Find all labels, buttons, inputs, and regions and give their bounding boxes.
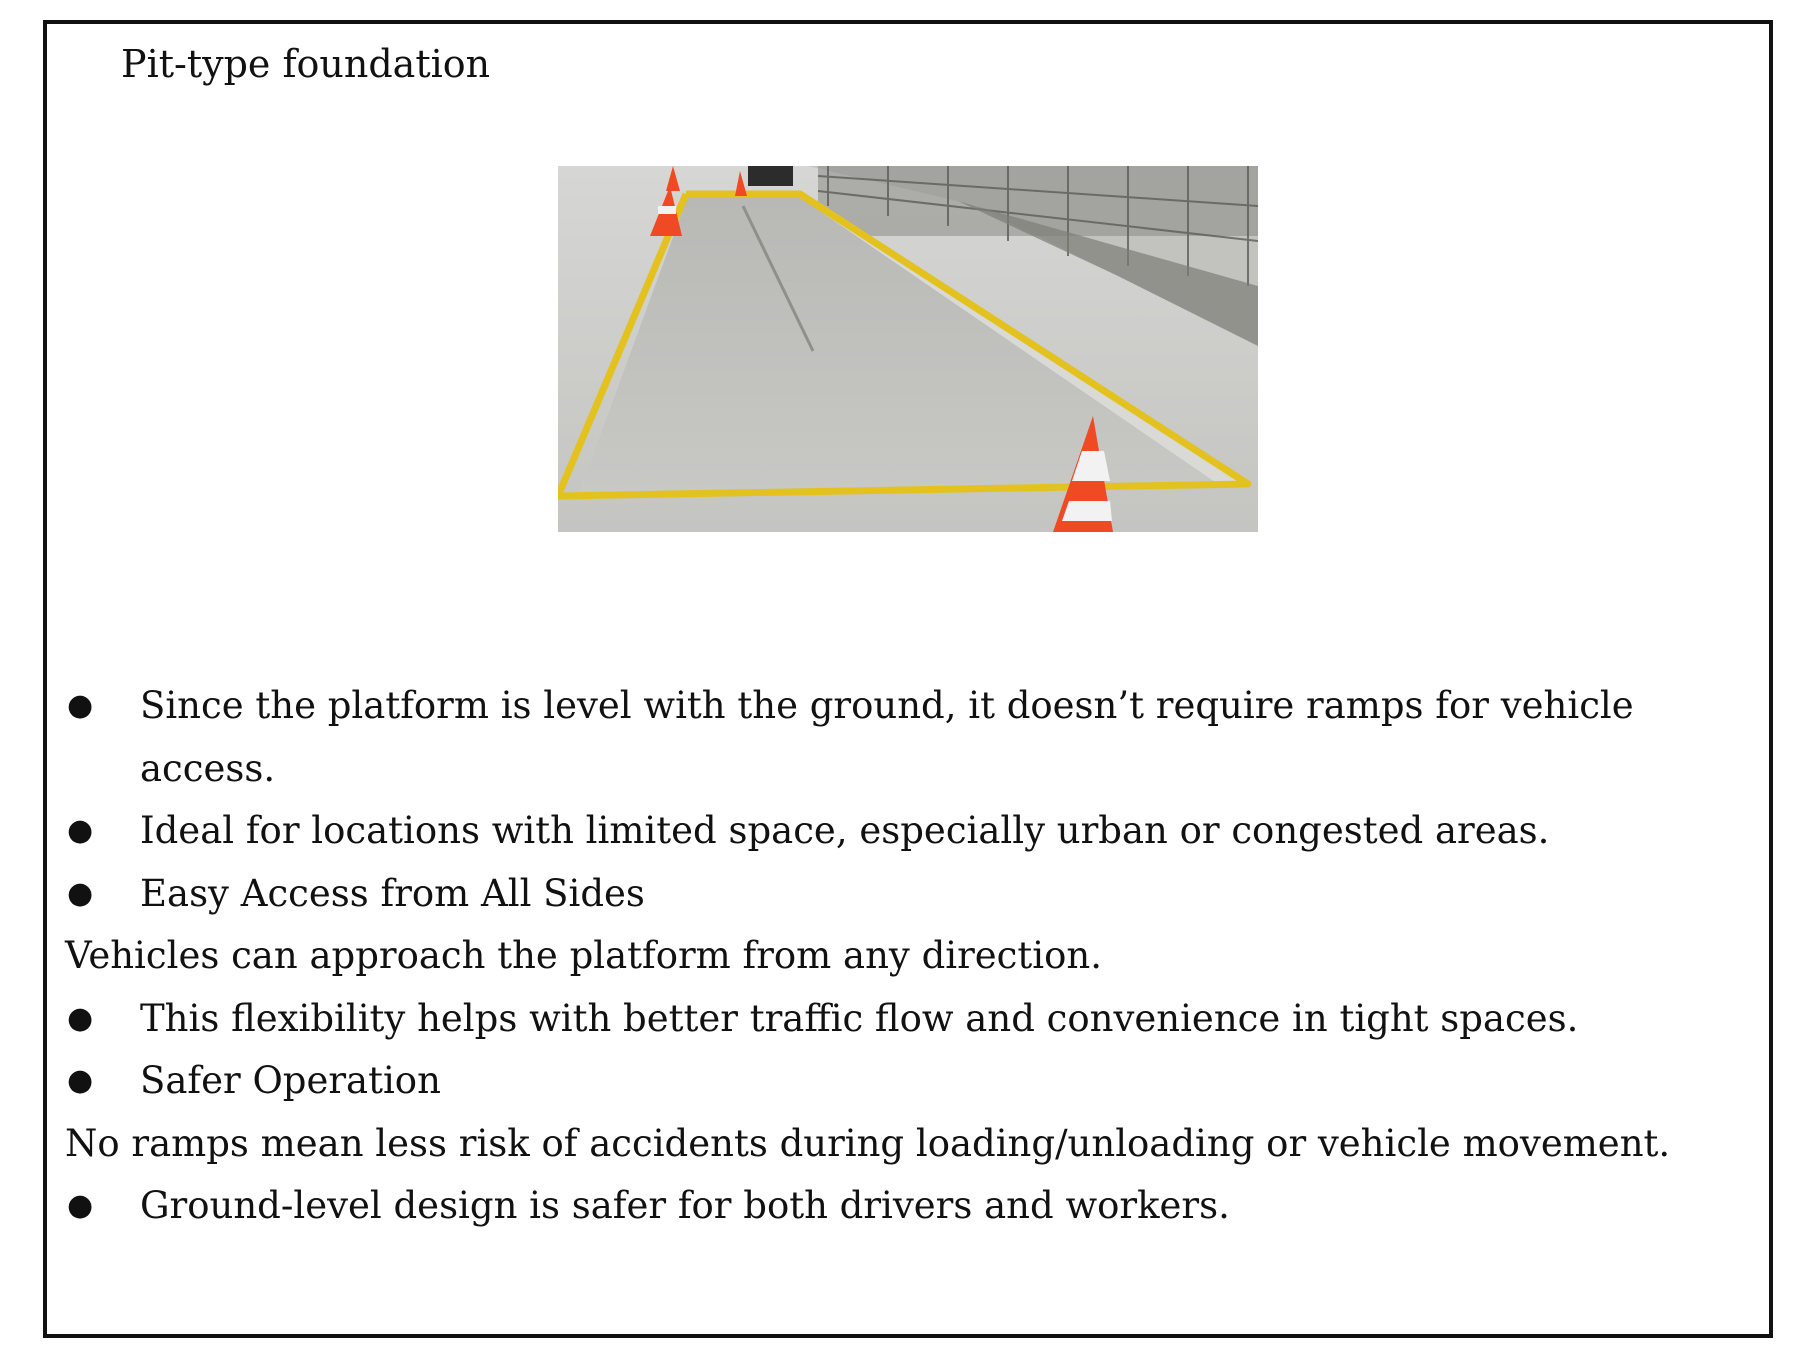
bullet-icon: ●: [67, 1063, 94, 1098]
list-item-text: Ground-level design is safer for both drivers and workers.: [140, 1184, 1230, 1227]
list-item-continuation: access.: [140, 746, 276, 790]
paragraph-text: Vehicles can approach the platform from any direction.: [65, 934, 1102, 977]
list-item: [65, 800, 1755, 863]
feature-list: [65, 675, 1755, 1238]
list-item-text: Easy Access from All Sides: [140, 871, 645, 915]
paragraph-line: [65, 925, 1755, 988]
bullet-icon: ●: [67, 875, 94, 911]
bullet-icon: ●: [67, 1188, 94, 1223]
list-item: [65, 988, 1755, 1051]
list-item-text: Ideal for locations with limited space, especially urban or congested areas.: [140, 809, 1550, 852]
list-item-text: Safer Operation: [140, 1059, 441, 1102]
paragraph-text: No ramps mean less risk of accidents during loading/unloading or vehicle movement.: [65, 1121, 1671, 1165]
list-item-text: Since the platform is level with the ground, it doesn’t require ramps for vehicle: [140, 684, 1634, 727]
page-title: Pit-type foundation: [121, 42, 491, 86]
list-item: [65, 1050, 1755, 1113]
paragraph-line: [65, 1113, 1755, 1176]
pit-foundation-photo: [558, 166, 1258, 532]
bullet-icon: ●: [67, 813, 94, 848]
list-item: [65, 675, 1755, 800]
bullet-icon: ●: [67, 1000, 94, 1036]
list-item: [65, 863, 1755, 926]
list-item: [65, 1175, 1755, 1238]
bullet-icon: ●: [67, 688, 94, 723]
list-item-text: This flexibility helps with better traffic flow and convenience in tight spaces.: [140, 996, 1579, 1040]
